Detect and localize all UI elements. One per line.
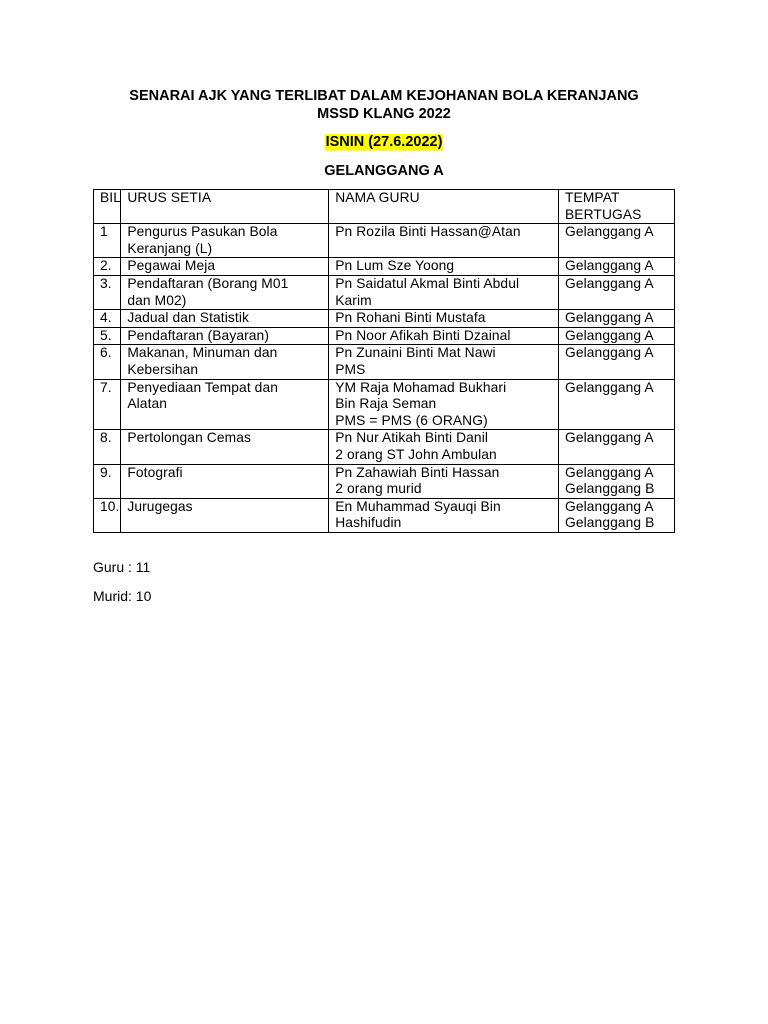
document-title-line-1: SENARAI AJK YANG TERLIBAT DALAM KEJOHANAN BOLA KERANJANG (129, 88, 639, 104)
column-header-tempat-bertugas: TEMPAT BERTUGAS (559, 190, 675, 224)
cell-nama-guru: En Muhammad Syauqi Bin Hashifudin (329, 498, 559, 532)
cell-nama-guru: Pn Lum Sze Yoong (329, 258, 559, 276)
cell-tempat: Gelanggang A (559, 379, 675, 430)
cell-nama-guru: Pn Saidatul Akmal Binti Abdul Karim (329, 275, 559, 309)
cell-urus-setia: Jadual dan Statistik (121, 310, 329, 328)
date-highlight: ISNIN (27.6.2022) (325, 134, 443, 150)
cell-nama-guru: Pn Zunaini Binti Mat Nawi PMS (329, 345, 559, 379)
cell-tempat: Gelanggang A (559, 430, 675, 464)
cell-bil: 8. (94, 430, 121, 464)
table-row (94, 464, 675, 498)
cell-bil: 9. (94, 464, 121, 498)
column-header-nama-guru: NAMA GURU (329, 190, 559, 224)
cell-urus-setia: Jurugegas (121, 498, 329, 532)
column-header-bil: BIL (94, 190, 121, 224)
cell-urus-setia: Makanan, Minuman dan Kebersihan (121, 345, 329, 379)
table-row (94, 310, 675, 328)
cell-tempat: Gelanggang A (559, 310, 675, 328)
table-row (94, 345, 675, 379)
cell-nama-guru: Pn Nur Atikah Binti Danil 2 orang ST John Ambulan (329, 430, 559, 464)
cell-urus-setia: Pertolongan Cemas (121, 430, 329, 464)
cell-nama-guru: Pn Rozila Binti Hassan@Atan (329, 224, 559, 258)
cell-bil: 4. (94, 310, 121, 328)
cell-bil: 7. (94, 379, 121, 430)
cell-bil: 10. (94, 498, 121, 532)
cell-tempat: Gelanggang A Gelanggang B (559, 498, 675, 532)
cell-bil: 6. (94, 345, 121, 379)
table-row (94, 275, 675, 309)
table-row (94, 258, 675, 276)
date-heading (0, 133, 768, 151)
cell-urus-setia: Pengurus Pasukan Bola Keranjang (L) (121, 224, 329, 258)
table-row (94, 430, 675, 464)
cell-bil: 5. (94, 327, 121, 345)
cell-nama-guru: Pn Noor Afikah Binti Dzainal (329, 327, 559, 345)
summary-murid-count: Murid: 10 (93, 588, 152, 604)
table-row (94, 498, 675, 532)
cell-nama-guru: YM Raja Mohamad Bukhari Bin Raja Seman PMS = PMS (6 ORANG) (329, 379, 559, 430)
cell-urus-setia: Penyediaan Tempat dan Alatan (121, 379, 329, 430)
table-header-row (94, 190, 675, 224)
cell-tempat: Gelanggang A (559, 258, 675, 276)
cell-urus-setia: Pendaftaran (Bayaran) (121, 327, 329, 345)
cell-nama-guru: Pn Zahawiah Binti Hassan 2 orang murid (329, 464, 559, 498)
cell-urus-setia: Pegawai Meja (121, 258, 329, 276)
column-header-urus-setia: URUS SETIA (121, 190, 329, 224)
summary-guru-count: Guru : 11 (93, 559, 151, 575)
cell-nama-guru: Pn Rohani Binti Mustafa (329, 310, 559, 328)
cell-urus-setia: Pendaftaran (Borang M01 dan M02) (121, 275, 329, 309)
table-row (94, 379, 675, 430)
table-row (94, 224, 675, 258)
cell-tempat: Gelanggang A (559, 327, 675, 345)
cell-urus-setia: Fotografi (121, 464, 329, 498)
cell-tempat: Gelanggang A (559, 224, 675, 258)
cell-bil: 1 (94, 224, 121, 258)
court-heading: GELANGGANG A (324, 163, 444, 179)
document-title-line-2: MSSD KLANG 2022 (317, 106, 451, 122)
table-row (94, 327, 675, 345)
cell-tempat: Gelanggang A Gelanggang B (559, 464, 675, 498)
cell-bil: 3. (94, 275, 121, 309)
cell-tempat: Gelanggang A (559, 345, 675, 379)
cell-bil: 2. (94, 258, 121, 276)
cell-tempat: Gelanggang A (559, 275, 675, 309)
committee-table (93, 189, 675, 533)
